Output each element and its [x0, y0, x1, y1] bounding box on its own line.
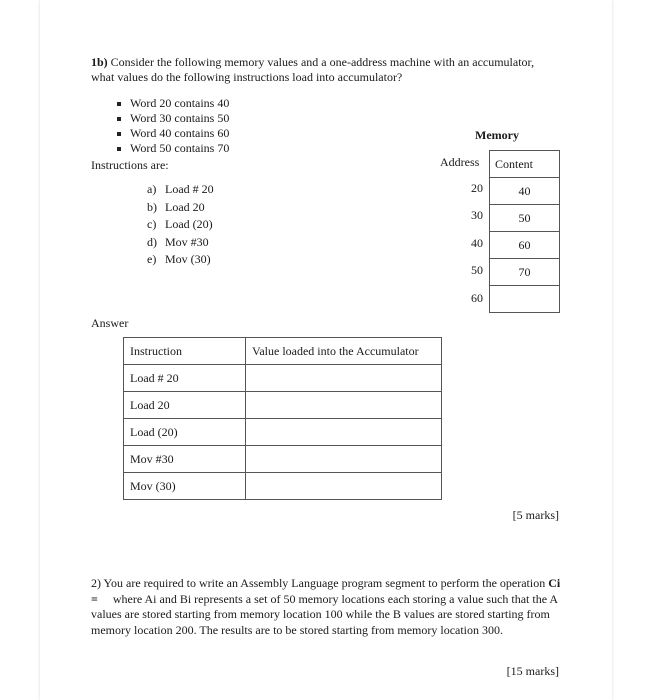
table-row — [124, 392, 442, 419]
list-item — [117, 126, 229, 141]
question-text: 2) You are required to write an Assembly Language program segment to perform the operation — [91, 576, 549, 590]
instructions-label: Instructions are: — [91, 158, 169, 172]
address-value: 20 — [471, 181, 483, 195]
value-cell — [246, 392, 442, 419]
marks-label: [15 marks] — [506, 664, 559, 678]
answer-label: Answer — [91, 316, 129, 330]
table-row — [124, 446, 442, 473]
item-letter: a) — [147, 182, 157, 196]
content-header: Content — [490, 151, 560, 178]
list-item — [147, 251, 214, 269]
item-letter: b) — [147, 199, 157, 214]
address-value: 30 — [471, 208, 483, 222]
memory-table — [489, 150, 560, 313]
item-text: Load 20 — [165, 199, 205, 214]
table-header-row — [124, 338, 442, 365]
address-value: 50 — [471, 263, 483, 277]
address-value: 40 — [471, 236, 483, 250]
question-1b-text — [91, 55, 534, 85]
list-item — [117, 96, 229, 111]
bullet-icon — [117, 102, 121, 106]
item-text: Mov #30 — [165, 234, 209, 249]
item-text: Load (20) — [165, 217, 213, 231]
column-header: Instruction — [124, 338, 246, 365]
address-value: 60 — [471, 291, 483, 305]
value-cell — [246, 473, 442, 500]
bullet-text: Word 50 contains 70 — [130, 141, 230, 155]
instruction-cell: Load 20 — [124, 392, 246, 419]
bullet-icon — [117, 132, 121, 136]
content-cell: 70 — [490, 259, 560, 286]
value-cell — [246, 365, 442, 392]
instruction-cell: Load # 20 — [124, 365, 246, 392]
list-item — [147, 199, 214, 217]
item-letter: d) — [147, 234, 157, 249]
content-cell — [490, 286, 560, 313]
bullet-icon — [117, 147, 121, 151]
list-item — [147, 181, 214, 199]
content-cell: 40 — [490, 178, 560, 205]
item-letter: e) — [147, 252, 157, 266]
memory-values-list — [117, 96, 229, 156]
item-letter: c) — [147, 217, 157, 231]
instruction-cell: Mov #30 — [124, 446, 246, 473]
question-number: 1b) — [91, 55, 108, 69]
table-row — [124, 365, 442, 392]
bullet-text: Word 20 contains 40 — [130, 96, 230, 110]
question-2-text — [91, 576, 566, 638]
list-item — [147, 216, 214, 234]
marks-label: [5 marks] — [512, 508, 559, 522]
list-item — [117, 111, 229, 126]
column-header: Value loaded into the Accumulator — [246, 338, 442, 365]
address-header: Address — [440, 155, 480, 169]
memory-title: Memory — [475, 128, 519, 142]
formula-label: Ci = — [91, 576, 561, 606]
list-item — [117, 141, 229, 156]
instruction-cell: Mov (30) — [124, 473, 246, 500]
content-cell: 50 — [490, 205, 560, 232]
bullet-icon — [117, 117, 121, 121]
list-item — [147, 234, 214, 252]
table-row — [124, 473, 442, 500]
bullet-text: Word 40 contains 60 — [130, 126, 230, 140]
answer-table — [123, 337, 442, 500]
question-text: where Ai and Bi represents a set of 50 memory locations each storing a value such that the A values are stored starting from memory location 100 while the B values are stored starting from memory location 200. The results are to be stored starting from memory location 300. — [91, 591, 558, 637]
instruction-cell: Load (20) — [124, 419, 246, 446]
item-text: Mov (30) — [165, 252, 211, 266]
value-cell — [246, 446, 442, 473]
content-cell: 60 — [490, 232, 560, 259]
instructions-list — [147, 181, 214, 269]
table-row — [124, 419, 442, 446]
question-line: what values do the following instructions load into accumulator? — [91, 70, 403, 84]
bullet-text: Word 30 contains 50 — [130, 111, 230, 125]
value-cell — [246, 419, 442, 446]
item-text: Load # 20 — [165, 182, 214, 196]
question-line: Consider the following memory values and a one-address machine with an accumulator, — [110, 55, 535, 69]
